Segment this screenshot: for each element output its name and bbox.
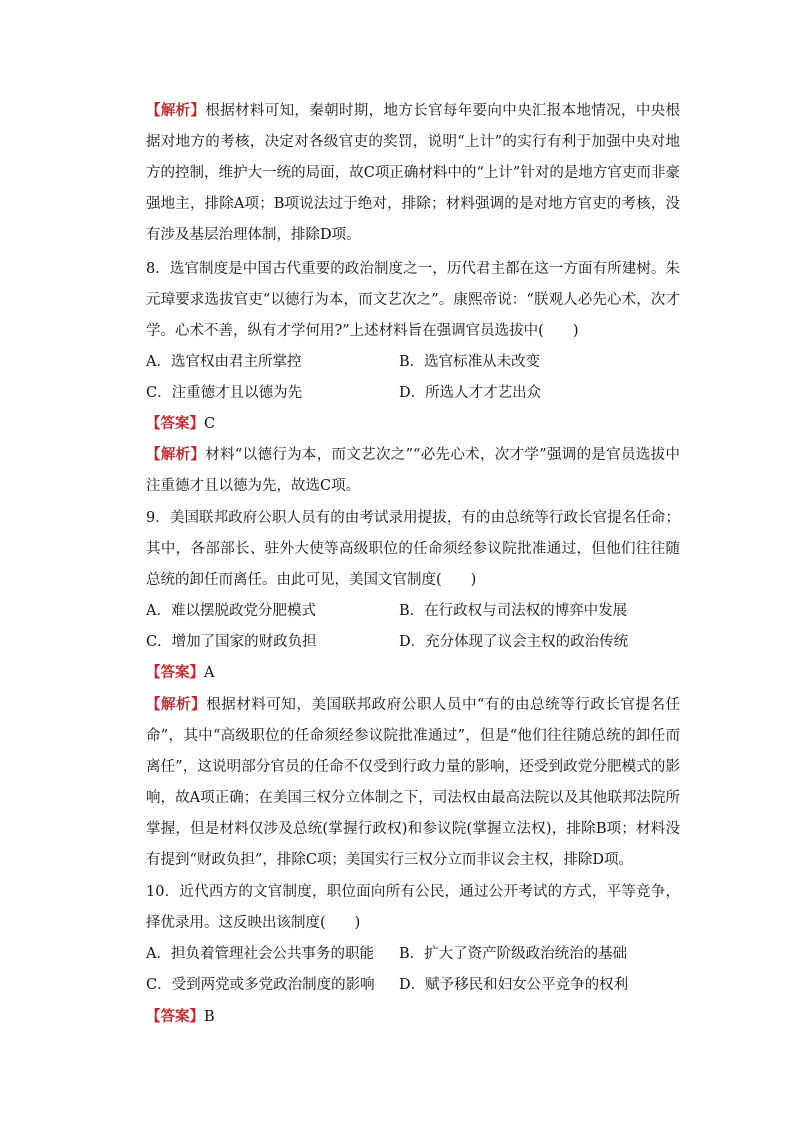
q9-analysis (146, 690, 680, 876)
q8-option-d: D．所选人才才艺出众 (399, 385, 542, 401)
q9-option-d: D．充分体现了议会主权的政治传统 (399, 634, 629, 650)
q9-analysis-text: 根据材料可知，美国联邦政府公职人员中“有的由总统等行政长官提名任命”，其中“高级职位的任命须经参议院批准通过”，但是“他们往往随总统的卸任而离任”，这说明部分官员的任命不仅受到行政力量的影响，还受到政党分肥模式的影响，故A项正确；在美国三权分立体制之下，司法权由最高法院以及其他联邦法院所掌握，但是材料仅涉及总统(掌握行政权)和参议院(掌握立法权)，排除B项；材料没有提到“财政负担”，排除C项；美国实行三权分立而非议会主权，排除D项。 (146, 697, 680, 868)
q8-answer-block (146, 409, 680, 440)
answer-label: 【答案】 (146, 416, 204, 432)
q10-option-c: C．受到两党或多党政治制度的影响 (146, 977, 375, 993)
q10-stem: 10．近代西方的文官制度，职位面向所有公民，通过公开考试的方式，平等竞争，择优录用。这反映出该制度( ) (146, 884, 680, 931)
q9-option-b: B．在行政权与司法权的博弈中发展 (399, 603, 628, 619)
q9-answer-block (146, 658, 680, 689)
answer-label: 【答案】 (146, 1009, 204, 1025)
q8-option-a: A．选官权由君主所掌控 (146, 354, 302, 370)
q9-answer (146, 658, 680, 689)
q10-option-d: D．赋予移民和妇女公平竞争的权利 (399, 977, 629, 993)
q10-option-a: A．担负着管理社会公共事务的职能 (146, 946, 374, 962)
q10-answer-block (146, 1002, 680, 1033)
q7-analysis-text: 根据材料可知，秦朝时期，地方长官每年要向中央汇报本地情况，中央根据对地方的考核，决定对各级官吏的奖罚，说明“上计”的实行有利于加强中央对地方的控制，维护大一统的局面，故C项正确材料中的“上计”针对的是地方官吏而非豪强地主，排除A项；B项说法过于绝对，排除；材料强调的是对地方官吏的考核，没有涉及基层治理体制，排除D项。 (146, 103, 681, 243)
q7-analysis-block (146, 96, 680, 251)
q10-block (146, 877, 680, 939)
q8-analysis (146, 440, 680, 502)
q9-analysis-block (146, 690, 680, 876)
q10-answer-value: B (204, 1009, 215, 1025)
q9-stem: 9．美国联邦政府公职人员有的由考试录用提拔，有的由总统等行政长官提名任命；其中，各部部长、驻外大使等高级职位的任命须经参议院批准通过，但他们往往随总统的卸任而离任。由此可见，美国文官制度( ) (146, 510, 680, 588)
q9-answer-value: A (204, 665, 215, 681)
q8-block (146, 254, 680, 347)
q8-analysis-text: 材料“以德行为本，而文艺次之”“必先心术，次才学”强调的是官员选拔中注重德才且以德为先，故选C项。 (146, 447, 680, 494)
q9-block (146, 503, 680, 596)
q8-options (146, 347, 680, 409)
q8-answer-value: C (204, 416, 216, 432)
q8-option-b: B．选官标准从未改变 (399, 354, 541, 370)
analysis-label: 【解析】 (146, 697, 207, 713)
q8-analysis-block (146, 440, 680, 502)
q9-options (146, 596, 680, 658)
q9-option-a: A．难以摆脱政党分肥模式 (146, 603, 316, 619)
q7-analysis (146, 96, 680, 251)
analysis-label: 【解析】 (146, 447, 206, 463)
q8-answer (146, 409, 680, 440)
answer-label: 【答案】 (146, 665, 204, 681)
q10-answer (146, 1002, 680, 1033)
analysis-label: 【解析】 (146, 103, 206, 119)
q10-option-b: B．扩大了资产阶级政治统治的基础 (399, 946, 628, 962)
q9-option-c: C．增加了国家的财政负担 (146, 634, 317, 650)
q10-options (146, 939, 680, 1001)
q8-option-c: C．注重德才且以德为先 (146, 385, 303, 401)
q8-stem: 8．选官制度是中国古代重要的政治制度之一，历代君主都在这一方面有所建树。朱元璋要求选拔官吏“以德行为本，而文艺次之”。康熙帝说：“朕观人必先心术，次才学。心术不善，纵有才学何用?”上述材料旨在强调官员选拔中( ) (146, 261, 680, 339)
